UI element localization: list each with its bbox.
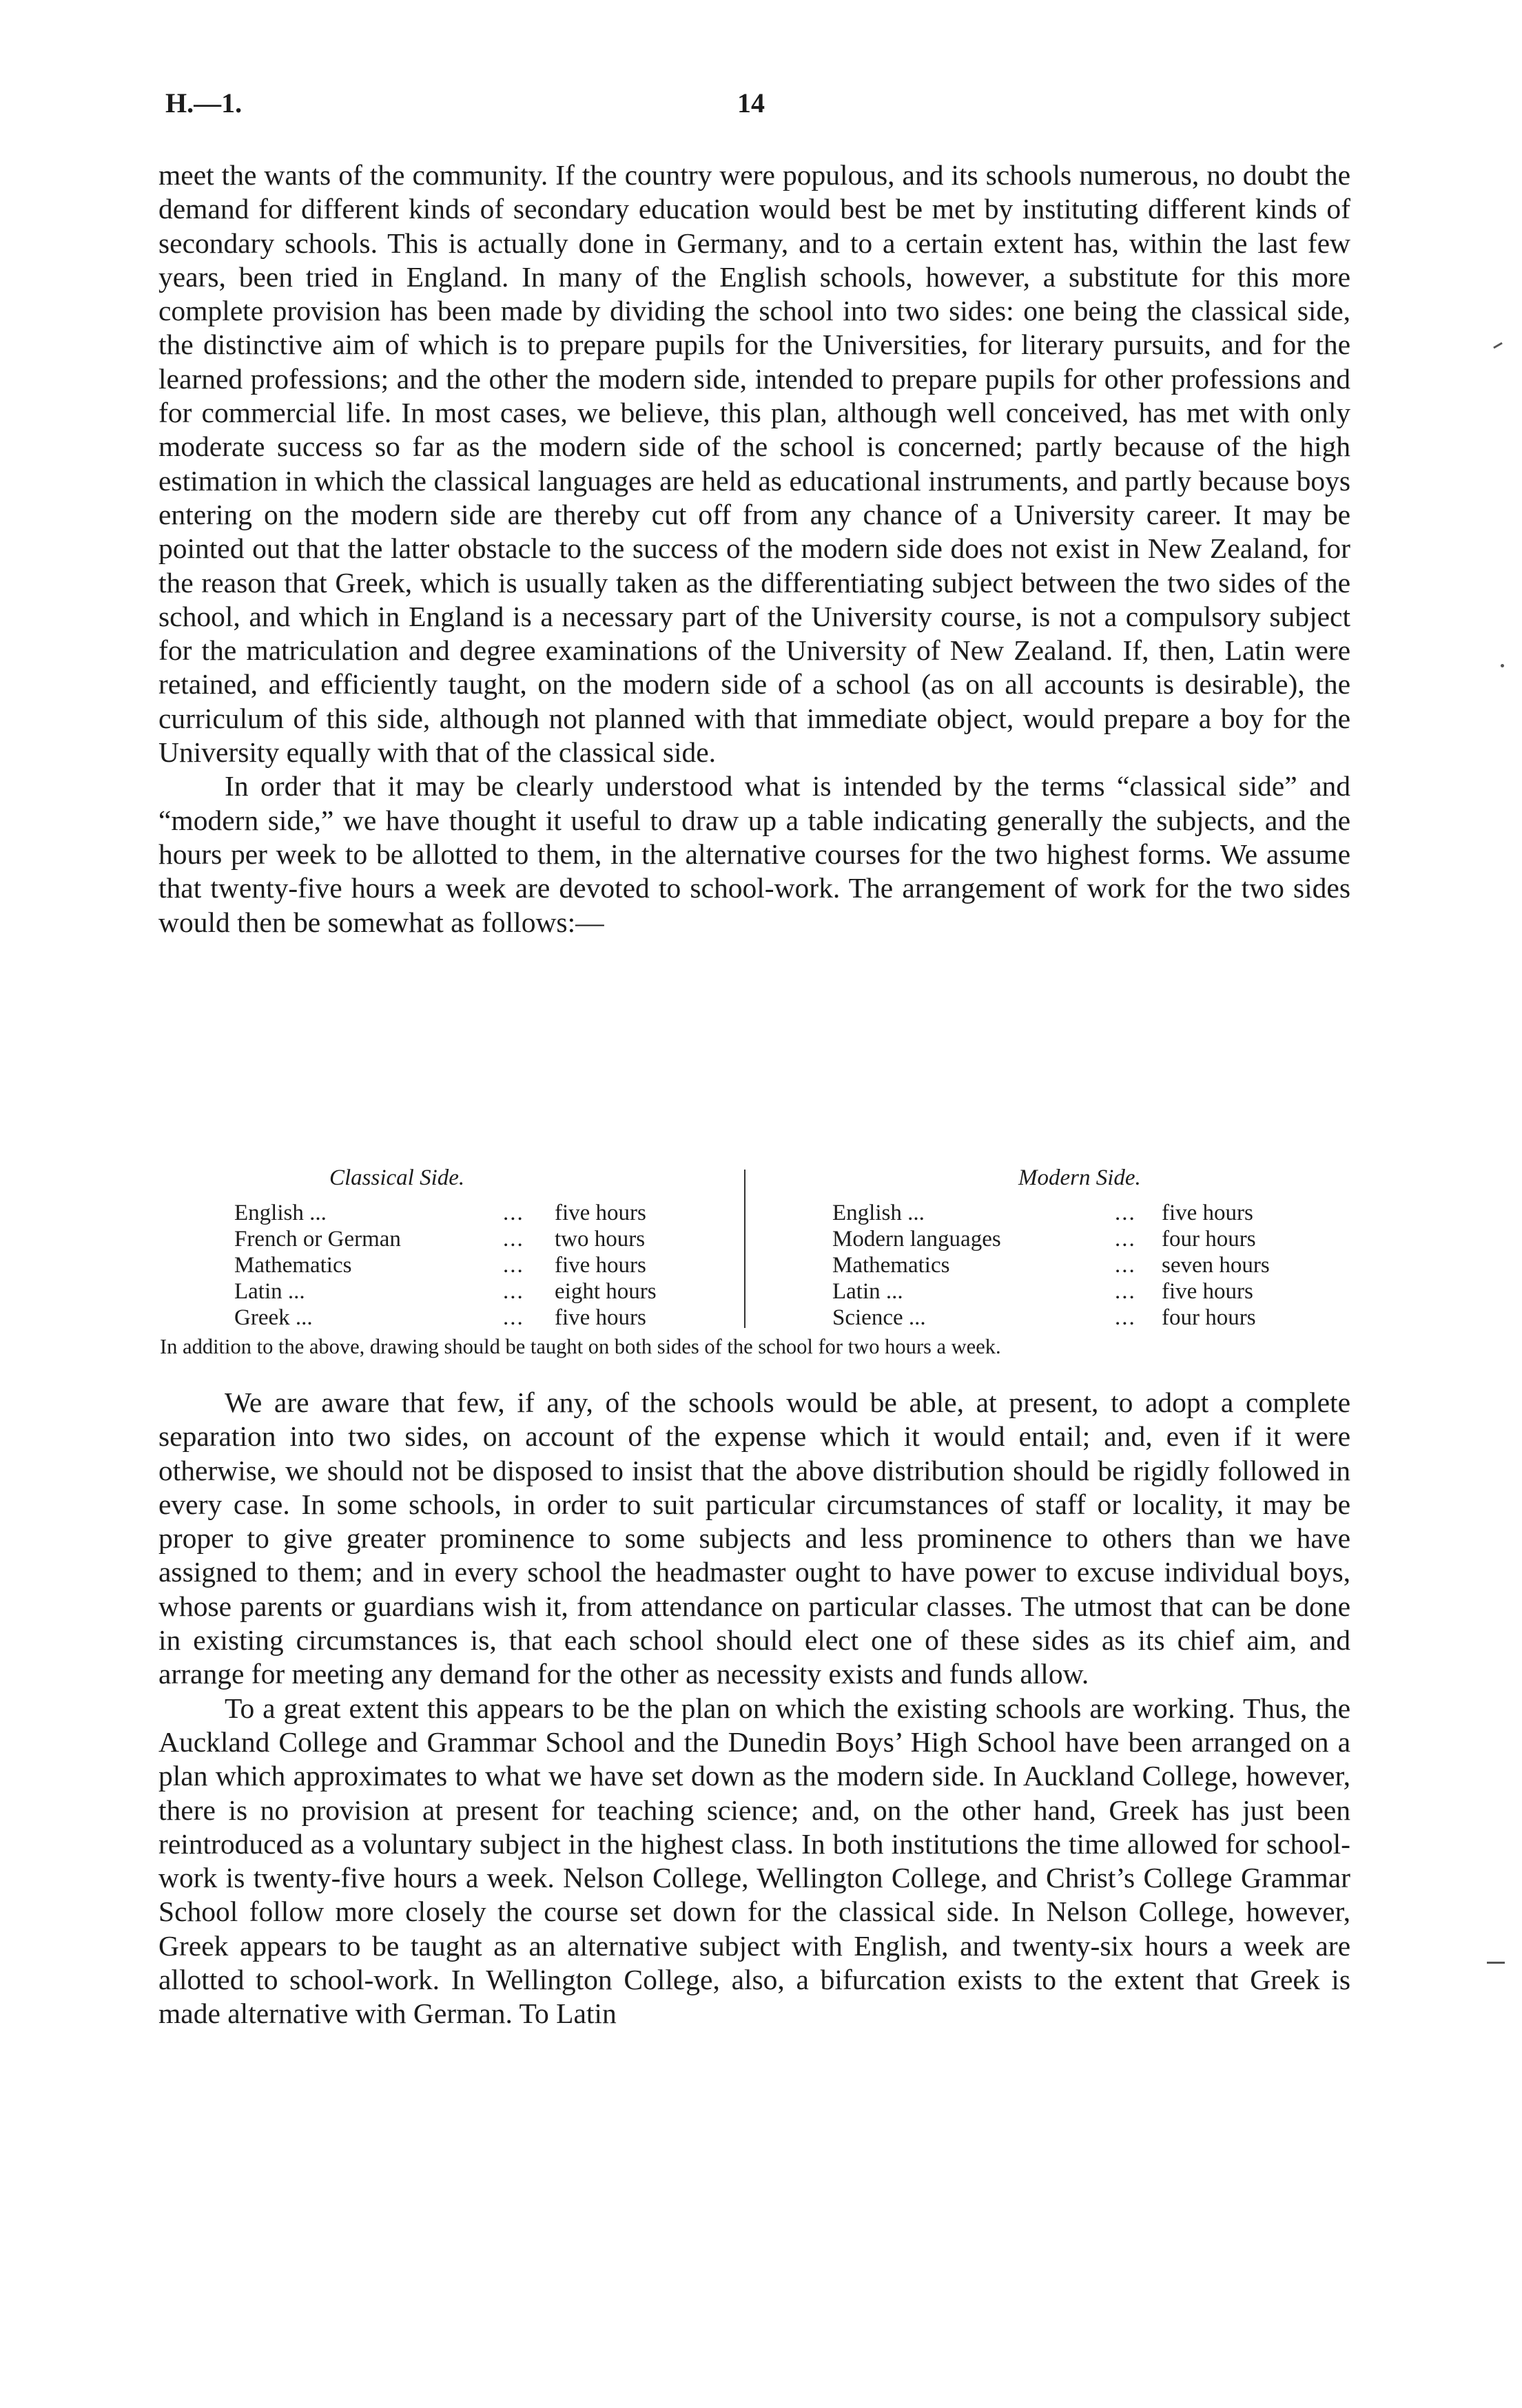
paragraph: We are aware that few, if any, of the schools would be able, at present, to adopt a complete separation into two sides, on account of the expense which it would entail; and, even if it were otherwise, we should not be disposed to insist that the above distribution should be rigidly followed in every case. In some schools, in order to suit particular circumstances of staff or locality, it may be proper to give greater prominence to some subjects and less prominence to others than we have assigned to them; and in every school the headmaster ought to have power to excuse individual boys, whose parents or guardians wish it, from attendance on particular classes. The utmost that can be done in existing circumstances is, that each school should elect one of these sides as its chief aim, and arrange for meeting any demand for the other as necessity exists and funds allow. (158, 1387, 1350, 1690)
body-text-top (158, 158, 1350, 940)
subject-cell: Latin ... (234, 1279, 305, 1304)
hours-cell: two hours (555, 1227, 646, 1252)
hours-cell: five hours (555, 1253, 646, 1278)
hours-cell: four hours (1162, 1227, 1256, 1252)
column-divider (744, 1170, 745, 1328)
table-footnote: In addition to the above, drawing should be taught on both sides of the school for two hours a week. (160, 1335, 1001, 1358)
page-header (165, 87, 1350, 128)
leader-dots: ... (1115, 1279, 1136, 1304)
margin-mark (1501, 664, 1504, 667)
page-number: 14 (737, 87, 765, 118)
subject-cell: Science ... (832, 1305, 926, 1330)
table-row (158, 1252, 703, 1278)
table-row (757, 1305, 1301, 1331)
subject-cell: Mathematics (234, 1253, 352, 1278)
modern-side-title: Modern Side. (1018, 1165, 1141, 1190)
subject-cell: Latin ... (832, 1279, 903, 1304)
table-row (158, 1305, 703, 1331)
classical-rows (158, 1200, 703, 1331)
subject-cell: Greek ... (234, 1305, 313, 1330)
hours-cell: five hours (1162, 1201, 1253, 1225)
leader-dots: ... (503, 1201, 524, 1225)
leader-dots: ... (1115, 1253, 1136, 1278)
leader-dots: ... (503, 1305, 524, 1330)
hours-cell: seven hours (1162, 1253, 1270, 1278)
leader-dots: ... (1115, 1305, 1136, 1330)
leader-dots: ... (1115, 1227, 1136, 1252)
margin-mark (1487, 1962, 1505, 1964)
classical-side-column (158, 1165, 703, 1331)
paragraph: meet the wants of the community. If the country were populous, and its schools numerous, no doubt the demand for different kinds of secondary education would best be met by instituting different kinds of secondary schools. This is actually done in Germany, and to a certain extent has, within the last few years, been tried in England. In many of the English schools, however, a substitute for this more complete provision has been made by dividing the school into two sides: one being the classical side, the distinctive aim of which is to prepare pupils for the Universities, for literary pursuits, and for the learned professions; and the other the modern side, intended to prepare pupils for other professions and for commercial life. In most cases, we believe, this plan, although well conceived, has met with only moderate success so far as the modern side of the school is concerned; partly because of the high estimation in which the classical languages are held as educational instruments, and partly because boys entering on the modern side are thereby cut off from any chance of a University career. It may be pointed out that the latter obstacle to the success of the modern side does not exist in New Zealand, for the reason that Greek, which is usually taken as the differentiating subject between the two sides of the school, and which in England is a necessary part of the University course, is not a compulsory subject for the matriculation and degree examinations of the University of New Zealand. If, then, Latin were retained, and efficiently taught, on the modern side of a school (as on all accounts is desirable), the curriculum of this side, although not planned with that immediate object, would prepare a boy for the University equally with that of the classical side. (158, 159, 1350, 769)
hours-cell: five hours (1162, 1279, 1253, 1304)
subject-cell: English ... (234, 1201, 327, 1225)
modern-side-column (757, 1165, 1301, 1331)
classical-side-title: Classical Side. (329, 1165, 465, 1190)
hours-cell: five hours (555, 1201, 646, 1225)
hours-cell: eight hours (555, 1279, 657, 1304)
table-row (757, 1252, 1301, 1278)
document-reference: H.—1. (165, 87, 243, 118)
body-text-bottom (158, 1386, 1350, 2031)
table-row (757, 1200, 1301, 1226)
subject-cell: Mathematics (832, 1253, 950, 1278)
table-row (158, 1278, 703, 1305)
leader-dots: ... (503, 1279, 524, 1304)
leader-dots: ... (503, 1227, 524, 1252)
table-row (158, 1200, 703, 1226)
paragraph: In order that it may be clearly understood what is intended by the terms “classical side” and “modern side,” we have thought it useful to draw up a table indicating generally the subjects, and the hours per week to be allotted to them, in the alternative courses for the two highest forms. We assume that twenty-five hours a week are devoted to school-work. The arrangement of work for the two sides would then be somewhat as follows:— (158, 770, 1350, 938)
hours-table (158, 1165, 1350, 1331)
subject-cell: Modern languages (832, 1227, 1001, 1252)
paragraph: To a great extent this appears to be the plan on which the existing schools are working. Thus, the Auckland College and Grammar School and the Dunedin Boys’ High School have been arranged on a plan which approximates to what we have set down as the modern side. In Auckland College, however, there is no provision at present for teaching science; and, on the other hand, Greek has just been reintroduced as a voluntary subject in the highest class. In both institutions the time allowed for school-work is twenty-five hours a week. Nelson College, Wellington College, and Christ’s College Grammar School follow more closely the course set down for the classical side. In Nelson College, however, Greek appears to be taught as an alternative subject with English, and twenty-six hours a week are allotted to school-work. In Wellington College, also, a bifurcation exists to the extent that Greek is made alternative with German. To Latin (158, 1692, 1350, 2030)
margin-mark (1493, 342, 1503, 349)
subject-cell: English ... (832, 1201, 925, 1225)
leader-dots: ... (1115, 1201, 1136, 1225)
subject-cell: French or German (234, 1227, 401, 1252)
modern-rows (757, 1200, 1301, 1331)
leader-dots: ... (503, 1253, 524, 1278)
table-row (158, 1226, 703, 1252)
hours-cell: five hours (555, 1305, 646, 1330)
table-row (757, 1278, 1301, 1305)
table-row (757, 1226, 1301, 1252)
hours-cell: four hours (1162, 1305, 1256, 1330)
